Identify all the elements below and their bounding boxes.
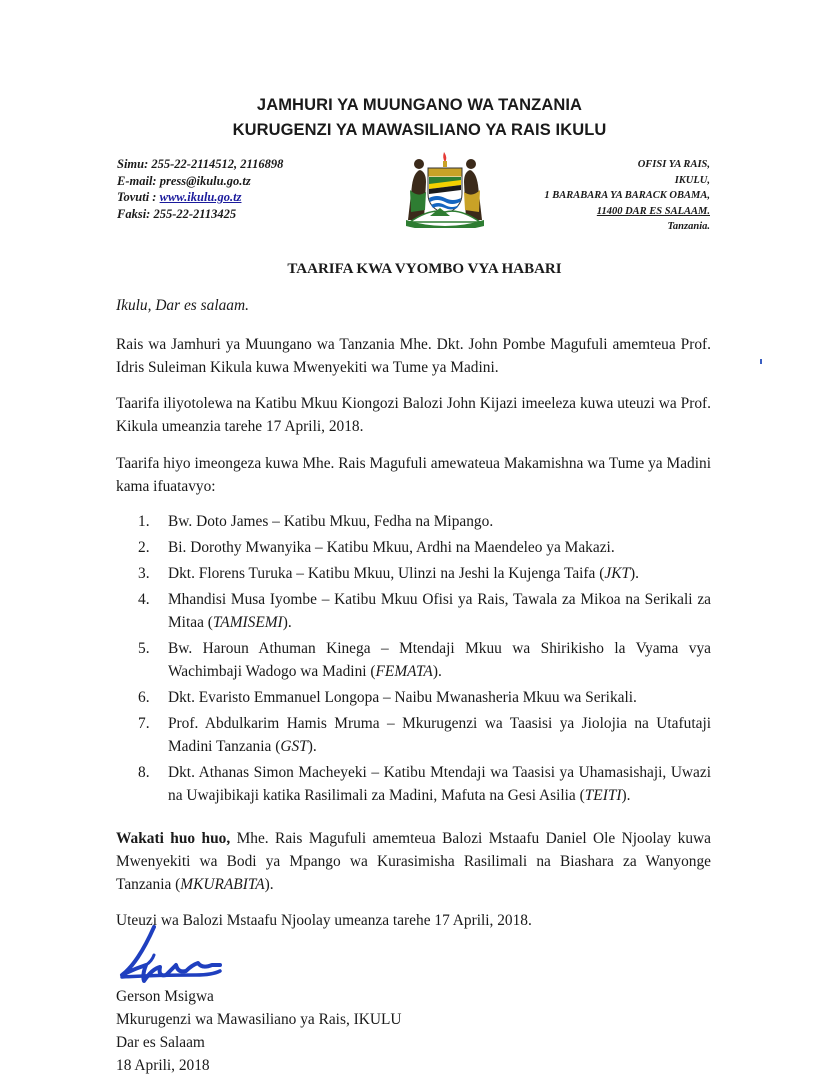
list-item-text: Bi. Dorothy Mwanyika – Katibu Mkuu, Ardhi na Maendeleo ya Makazi. xyxy=(168,539,615,556)
list-item xyxy=(116,562,711,585)
header-line-1: JAMHURI YA MUUNGANO WA TANZANIA xyxy=(256,96,583,114)
signer-date: 18 Aprili, 2018 xyxy=(116,1057,210,1074)
address-block xyxy=(544,157,710,235)
list-item-text: Bw. Doto James – Katibu Mkuu, Fedha na Mipango. xyxy=(168,513,494,530)
website-line xyxy=(117,189,283,206)
list-item-number: 6. xyxy=(138,689,150,706)
email-text: E-mail: press@ikulu.go.tz xyxy=(117,173,251,188)
location-line: Ikulu, Dar es salaam. xyxy=(116,297,249,314)
phone-text: Simu: 255-22-2114512, 2116898 xyxy=(117,157,284,171)
list-item-text: Prof. Abdulkarim Hamis Mruma – Mkurugenzi wa Taasisi ya Jiolojia na Utafutaji Madini Tanzania ( xyxy=(168,715,711,755)
address-line-4: 11400 DAR ES SALAAM. xyxy=(596,205,710,217)
list-item xyxy=(116,588,711,634)
fax-text: Faksi: 255-22-2113425 xyxy=(117,206,237,221)
list-item-number: 4. xyxy=(138,591,150,608)
list-item-abbr: TEITI xyxy=(584,787,622,804)
list-item xyxy=(116,510,711,533)
contact-block xyxy=(117,156,283,222)
list-item-number: 1. xyxy=(138,513,150,530)
list-item xyxy=(116,536,711,559)
list-item-number: 5. xyxy=(138,640,150,657)
website-label: Tovuti : xyxy=(117,190,160,204)
paragraph-1: Rais wa Jamhuri ya Muungano wa Tanzania Mhe. Dkt. John Pombe Magufuli amemteua Prof. Idris Suleiman Kikula kuwa Mwenyekiti wa Tume ya Madini. xyxy=(116,336,711,376)
paragraph-3: Taarifa hiyo imeongeza kuwa Mhe. Rais Magufuli amewateua Makamishna wa Tume ya Madini kama ifuatavyo: xyxy=(116,455,711,495)
list-item-abbr: TAMISEMI xyxy=(212,614,283,631)
list-item-number: 2. xyxy=(138,539,150,556)
document-title: TAARIFA KWA VYOMBO VYA HABARI xyxy=(287,261,562,277)
signer-title: Mkurugenzi wa Mawasiliano ya Rais, IKULU xyxy=(116,1011,402,1028)
website-link[interactable]: www.ikulu.go.tz xyxy=(159,190,242,204)
list-item-abbr: GST xyxy=(280,738,308,755)
address-line-1: OFISI YA RAIS, xyxy=(637,159,710,170)
paragraph-2: Taarifa iliyotolewa na Katibu Mkuu Kiongozi Balozi John Kijazi imeeleza kuwa uteuzi wa Prof. Kikula umeanzia tarehe 17 Aprili, 2018. xyxy=(116,395,711,435)
address-line-2: IKULU, xyxy=(674,174,710,186)
list-item-end: ). xyxy=(621,787,631,804)
list-item-abbr: JKT xyxy=(604,565,631,582)
header-line-2: KURUGENZI YA MAWASILIANO YA RAIS IKULU xyxy=(232,121,607,139)
closing-block xyxy=(116,985,402,1077)
paragraph-4-end: ). xyxy=(264,876,274,893)
paragraph-4 xyxy=(116,827,711,896)
paragraph-4-abbr: MKURABITA xyxy=(180,876,265,893)
list-item-end: ). xyxy=(630,565,640,582)
paragraph-5: Uteuzi wa Balozi Mstaafu Njoolay umeanza tarehe 17 Aprili, 2018. xyxy=(116,912,532,929)
list-item-number: 8. xyxy=(138,764,150,781)
list-item-text: Dkt. Athanas Simon Macheyeki – Katibu Mtendaji wa Taasisi ya Uhamasishaji, Uwazi na Uwajibikaji katika Rasilimali za Madini, Mafuta na Gesi Asilia ( xyxy=(168,764,711,804)
list-item-text: Dkt. Florens Turuka – Katibu Mkuu, Ulinzi na Jeshi la Kujenga Taifa ( xyxy=(168,565,605,582)
signer-name: Gerson Msigwa xyxy=(116,988,214,1005)
list-item-text: Dkt. Evaristo Emmanuel Longopa – Naibu Mwanasheria Mkuu wa Serikali. xyxy=(168,689,637,706)
paragraph-4-lead: Wakati huo huo, xyxy=(116,830,231,847)
list-item xyxy=(116,761,711,807)
signer-place: Dar es Salaam xyxy=(116,1034,205,1051)
ink-mark xyxy=(760,359,762,364)
list-item-end: ). xyxy=(432,663,442,680)
list-item-end: ). xyxy=(307,738,317,755)
list-item xyxy=(116,712,711,758)
list-item-text: Bw. Haroun Athuman Kinega – Mtendaji Mkuu wa Shirikisho la Vyama vya Wachimbaji Wadogo wa Madini ( xyxy=(168,640,711,680)
list-item-number: 3. xyxy=(138,565,150,582)
list-item-text: Mhandisi Musa Iyombe – Katibu Mkuu Ofisi ya Rais, Tawala za Mikoa na Serikali za Mitaa ( xyxy=(168,591,711,631)
list-item xyxy=(116,637,711,683)
list-item-number: 7. xyxy=(138,715,150,732)
paragraph-4-text: Mhe. Rais Magufuli amemteua Balozi Mstaafu Daniel Ole Njoolay kuwa Mwenyekiti wa Bodi ya Mpango wa Kurasimisha Rasilimali na Biashara za Wanyonge Tanzania ( xyxy=(116,830,711,893)
signature-icon xyxy=(116,925,236,995)
list-item-abbr: FEMATA xyxy=(375,663,433,680)
address-line-5: Tanzania. xyxy=(667,221,710,232)
list-item xyxy=(116,686,711,709)
appointee-list xyxy=(116,510,711,810)
list-item-end: ). xyxy=(282,614,292,631)
address-line-3: 1 BARABARA YA BARACK OBAMA, xyxy=(544,190,710,201)
coat-of-arms-icon xyxy=(400,150,490,228)
